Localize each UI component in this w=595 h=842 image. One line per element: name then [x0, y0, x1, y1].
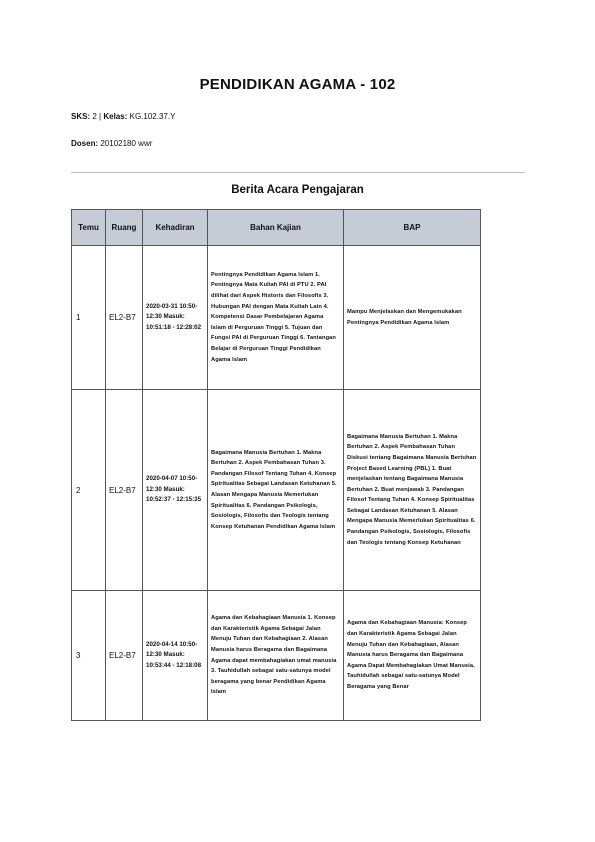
- header-kehadiran: Kehadiran: [143, 210, 208, 246]
- cell-kehadiran: 2020-03-31 10:50-12:30 Masuk: 10:51:18 - 12:28:02: [143, 246, 208, 390]
- cell-bahan-kajian: Agama dan Kebahagiaan Manusia 1. Konsep dan Karakteristik Agama Sebagai Jalan Menuju Tuhan dan Kebahagiaan 2. Alasan Manusia harus Beragama dan Bagaimana Agama dapat membahagiakan umat manusia 3. Tauhidullah sebagai satu-satunya model beragama yang benar Pendidikan Agama Islam: [208, 591, 344, 721]
- cell-bap: Mampu Menjelaskan dan Mengemukakan Pentingnya Pendidikan Agama Islam: [344, 246, 481, 390]
- cell-temu: 1: [72, 246, 106, 390]
- divider: [71, 172, 525, 173]
- header-bap: BAP: [344, 210, 481, 246]
- lecturer-info: [71, 139, 152, 148]
- cell-bahan-kajian: Bagaimana Manusia Bertuhan 1. Makna Bertuhan 2. Aspek Pembahasan Tuhan 3. Pandangan Filosof Tentang Tuhan 4. Konsep Spiritualitas Sebagai Landasan Ketuhanan 5. Alasan Mengapa Manusia Memerlukan Spiritualitas 6. Pandangan Psikologis, Sosiologis, Filosofis dan Teologis tentang Konsep Ketuhanan Pendidikan Agama Islam: [208, 390, 344, 591]
- table-row: [72, 390, 481, 591]
- cell-ruang: EL2-B7: [106, 390, 143, 591]
- header-ruang: Ruang: [106, 210, 143, 246]
- cell-temu: 3: [72, 591, 106, 721]
- cell-temu: 2: [72, 390, 106, 591]
- sks-label: SKS:: [71, 112, 91, 121]
- cell-bap: Bagaimana Manusia Bertuhan 1. Makna Bertuhan 2. Aspek Pembahasan Tuhan Diskusi tentang Bagaimana Manusia Bertuhan Project Based Learning (PBL) 1. Buat menjelaskan tentang Bagaimana Manusia Bertuhan 2. Buat menjawab 3. Pandangan Filosof Tentang Tuhan 4. Konsep Spiritualitas Sebagai Landasan Ketuhanan 5. Alasan Mengapa Manusia Memerlukan Spiritualitas 6. Pandangan Psikologis, Sosiologis, Filosofis dan Teologis tentang Konsep Ketuhanan: [344, 390, 481, 591]
- cell-bahan-kajian: Pentingnya Pendidikan Agama Islam 1. Pentingnya Mata Kuliah PAI di PTU 2. PAI dilihat dari Aspek Historis dan Filosofis 3. Hubungan PAI dengan Mata Kuliah Lain 4. Kompetensi Dasar Pembelajaran Agama Islam di Perguruan Tinggi 5. Tujuan dan Fungsi PAI di Perguruan Tinggi 6. Tantangan Belajar di Perguruan Tinggi Pendidikan Agama Islam: [208, 246, 344, 390]
- section-title: Berita Acara Pengajaran: [231, 184, 364, 196]
- cell-ruang: EL2-B7: [106, 591, 143, 721]
- separator: |: [99, 112, 102, 121]
- header-temu: Temu: [72, 210, 106, 246]
- cell-kehadiran: 2020-04-07 10:50-12:30 Masuk: 10:52:37 - 12:15:35: [143, 390, 208, 591]
- cell-kehadiran: 2020-04-14 10:50-12:30 Masuk: 10:53:44 - 12:18:08: [143, 591, 208, 721]
- sks-value: 2: [92, 112, 97, 121]
- table-header-row: [72, 210, 481, 246]
- table-row: [72, 246, 481, 390]
- table-row: [72, 591, 481, 721]
- bap-table: [71, 209, 481, 721]
- kelas-label: Kelas:: [103, 112, 128, 121]
- dosen-value: 20102180 wwr: [100, 139, 153, 148]
- cell-bap: Agama dan Kebahagiaan Manusia: Konsep dan Karakteristik Agama Sebagai Jalan Menuju Tuhan dan Kebahagiaan, Alasan Manusia harus Beragama dan Bagaimana Agama Dapat Membahagiakan Umat Manusia, Tauhidullah sebagai satu-satunya Model Beragama yang Benar: [344, 591, 481, 721]
- course-info: [71, 112, 175, 121]
- kelas-value: KG.102.37.Y: [129, 112, 176, 121]
- page-title: PENDIDIKAN AGAMA - 102: [199, 76, 396, 93]
- header-bahan-kajian: Bahan Kajian: [208, 210, 344, 246]
- dosen-label: Dosen:: [71, 139, 99, 148]
- cell-ruang: EL2-B7: [106, 246, 143, 390]
